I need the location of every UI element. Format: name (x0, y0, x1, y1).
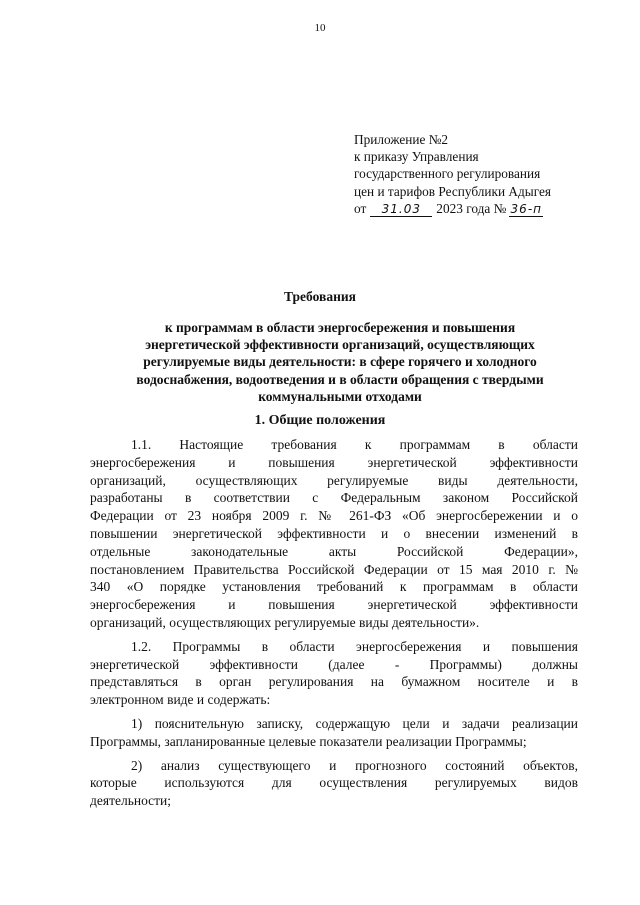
text-line: деятельности; (90, 793, 172, 809)
text-line: которые используются для осуществления регулируемых видов (90, 775, 578, 791)
appendix-block (354, 131, 594, 217)
text-line: отдельные законодательные акты Российской Федерации», (90, 543, 578, 559)
text-line: Программы, запланированные целевые показатели реализации Программы; (90, 733, 527, 749)
subject-line: регулируемые виды деятельности: в сфере горячего и холодного (143, 354, 537, 370)
document-title: Требования (284, 289, 356, 304)
handwritten-date: 31.03 (370, 202, 432, 217)
subject-line: коммунальными отходами (258, 388, 422, 404)
text-line: электронном виде и содержать: (90, 692, 271, 708)
year-text: 2023 года № (436, 200, 507, 216)
document-subject (90, 319, 590, 405)
text-line: энергетической эффективности (далее - Программы) должны (90, 656, 578, 672)
text-line: Федерации от 23 ноября 2009 г. № 261-ФЗ «Об энергосбережении и о (90, 508, 578, 524)
appendix-line: государственного регулирования (354, 166, 541, 182)
text-line: организаций, осуществляющих регулируемые виды деятельности, (90, 472, 578, 488)
date-prefix: от (354, 200, 367, 216)
subject-line: энергетической эффективности организаций, осуществляющих (145, 337, 535, 353)
text-line: 1.2. Программы в области энергосбережения и повышения (131, 638, 578, 654)
text-line: организаций, осуществляющих регулируемые виды деятельности». (90, 614, 480, 630)
section-heading: 1. Общие положения (254, 413, 386, 428)
text-line: 1.1. Настоящие требования к программам в области (131, 437, 578, 452)
text-line: постановлением Правительства Российской Федерации от 15 мая 2010 г. № (90, 561, 578, 577)
list-item-2 (90, 757, 578, 810)
text-line: разработаны в соответствии с Федеральным законом Российской (90, 490, 578, 506)
text-line: энергосбережения и повышения энергетической эффективности (90, 597, 578, 613)
paragraph-1-2 (90, 638, 578, 709)
text-line: представляться в орган регулирования на бумажном носителе и в (90, 674, 578, 690)
appendix-line: Приложение №2 (354, 132, 449, 147)
page-number: 10 (314, 22, 326, 34)
text-line: 2) анализ существующего и прогнозного состояний объектов, (131, 757, 578, 773)
text-line: повышении энергетической эффективности и о внесении изменений в (90, 525, 578, 541)
text-line: энергосбережения и повышения энергетической эффективности (90, 454, 578, 470)
appendix-line: к приказу Управления (354, 149, 479, 165)
appendix-line: цен и тарифов Республики Адыгея (354, 183, 552, 199)
list-item-1 (90, 715, 578, 751)
appendix-date-line (354, 200, 594, 217)
text-line: 340 «О порядке установления требований к программам в области (90, 579, 578, 595)
body-text (90, 436, 578, 816)
paragraph-1-1 (90, 436, 578, 632)
subject-line: водоснабжения, водоотведения и в области обращения с твердыми (136, 371, 544, 387)
text-line: 1) пояснительную записку, содержащую цели и задачи реализации (131, 715, 578, 731)
handwritten-number: 36-п (510, 201, 542, 216)
subject-line: к программам в области энергосбережения и повышения (164, 320, 516, 335)
